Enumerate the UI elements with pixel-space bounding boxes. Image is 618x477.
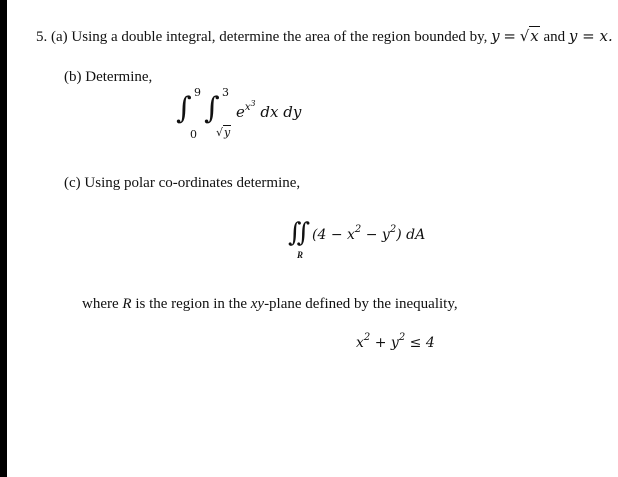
left-border-bar [0, 0, 7, 477]
integrand-exponent [244, 99, 256, 113]
double-integral-c [288, 218, 448, 264]
part-c-line [64, 174, 300, 192]
integrand-close: ) dA [396, 227, 426, 243]
ineq-exp1: 2 [363, 332, 371, 343]
part-b-label: (b) [64, 69, 82, 85]
outer-upper-limit: 9 [194, 86, 201, 99]
where-post: -plane defined by the inequality, [264, 296, 458, 312]
differentials: dx dy [260, 103, 302, 121]
part-a-text: Using a double integral, determine the area of the region bounded by, [71, 29, 488, 45]
conjunction-and: and [543, 29, 566, 45]
double-integral-sign: ∬ [288, 218, 311, 248]
ineq-exp2: 2 [398, 332, 406, 343]
part-b-text: Determine, [85, 69, 153, 85]
eq1-lhs: y [491, 27, 500, 45]
where-mid: is the region in the [135, 296, 247, 312]
exponent-power: 3 [250, 99, 256, 108]
where-R: R [122, 296, 132, 312]
question-number: 5. [36, 29, 48, 45]
question-5a-line [36, 27, 613, 46]
part-c-text: Using polar co-ordinates determine, [84, 175, 301, 191]
eq1-radicand: x [530, 27, 539, 45]
inner-integral-sign: ∫ [204, 91, 220, 126]
outer-integral-sign: ∫ [176, 91, 192, 126]
ineq-x: x [356, 335, 364, 351]
eq2: y = x. [568, 27, 613, 45]
integrand-open: (4 − x [312, 227, 355, 243]
where-line [82, 295, 458, 313]
ineq-rhs: ≤ 4 [405, 335, 435, 351]
integrand-c [312, 224, 426, 243]
part-b-line [64, 68, 152, 86]
integrand-base: e [236, 103, 245, 121]
inner-lower-limit [216, 126, 231, 139]
outer-lower-limit: 0 [190, 128, 197, 141]
inner-sqrt-symbol: √ [216, 126, 224, 139]
eq1-equals: = [503, 27, 516, 45]
integral-b [170, 86, 330, 146]
inner-lower-radicand: y [224, 126, 231, 139]
exponent-base: x [244, 102, 251, 113]
integrand-exp2: 2 [389, 224, 397, 235]
integrand-exp1: 2 [354, 224, 362, 235]
part-c-label: (c) [64, 175, 81, 191]
integrand-mid: − y [361, 227, 390, 243]
where-xy: xy [250, 296, 265, 312]
inner-upper-limit: 3 [222, 86, 229, 99]
sqrt-symbol: √ [519, 27, 530, 45]
inequality [356, 334, 435, 354]
where-pre: where [82, 296, 119, 312]
ineq-plus-y: + y [370, 335, 399, 351]
part-a-label: (a) [51, 29, 68, 45]
region-label: R [297, 250, 304, 260]
integrand-b [236, 99, 302, 121]
